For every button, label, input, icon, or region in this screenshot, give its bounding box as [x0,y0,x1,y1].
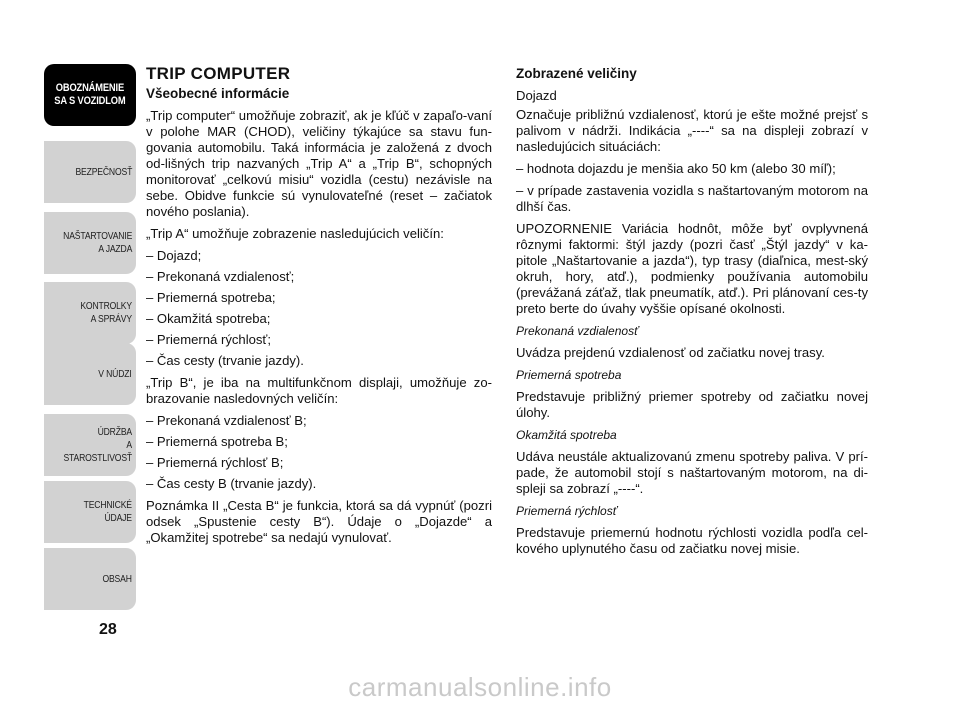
tab-bezpecnost[interactable]: BEZPEČNOSŤ [44,141,136,203]
avg-speed-text: Predstavuje priemernú hodnotu rýchlosti vozidla podľa cel-kového uplynutého času od začiatku novej misie. [516,525,868,556]
list-item: – Priemerná rýchlosť B; [146,455,284,470]
tab-kontrolky[interactable]: KONTROLKY A SPRÁVY [44,282,136,344]
trip-b-list [146,413,492,492]
distance-text: Uvádza prejdenú vzdialenosť od začiatku novej trasy. [516,345,825,360]
list-item: – Okamžitá spotreba; [146,311,271,326]
watermark: carmanualsonline.info [348,672,612,702]
avg-consumption-title: Priemerná spotreba [516,368,622,382]
avg-consumption-text: Predstavuje približný priemer spotreby od začiatku novej úlohy. [516,389,868,420]
dojazd-title: Dojazd [516,88,557,103]
tab-oboznamenie[interactable]: OBOZNÁMENIE SA S VOZIDLOM [44,64,136,126]
instant-consumption-title: Okamžitá spotreba [516,428,617,442]
note-paragraph: Poznámka II „Cesta B“ je funkcia, ktorá sa dá vypnúť (pozri odsek „Spustenie cesty B“). Údaje o „Dojazde“ a „Okamžitej spotrebe“ sa nedajú vynulovať. [146,498,492,545]
tab-udrzba[interactable]: ÚDRŽBA A STAROSTLIVOSŤ [44,414,136,476]
list-item: – Dojazd; [146,248,202,263]
section-title: TRIP COMPUTER [146,64,291,83]
intro-paragraph: „Trip computer“ umožňuje zobraziť, ak je kľúč v zapaľo-vaní v polohe MAR (CHOD), veličiny týkajúce sa stavu fun-govania automobilu. Taká informácia je založená z dvoch od-lišných trip nazvaných „Trip A“ a „Trip B“, schopných monitorovať „celkovú misiu“ vozidla (cestu) nezávisle na sebe. Obidve funkcie sú vynulovateľné (reset – začiatok nového poslania). [146,108,492,219]
dojazd-paragraph: Označuje približnú vzdialenosť, ktorú je ešte možné prejsť s palivom v nádrži. Indikácia „----“ sa na displeji zobrazí v nasledujúcich situáciách: [516,107,868,154]
trip-a-list [146,248,492,369]
tab-nastartovanie[interactable]: NAŠTARTOVANIE A JAZDA [44,212,136,274]
avg-speed-title: Priemerná rýchlosť [516,504,617,518]
displayed-values-heading: Zobrazené veličiny [516,66,637,81]
right-column [516,66,868,563]
list-item: – Prekonaná vzdialenosť B; [146,413,307,428]
left-column [146,66,492,552]
tab-obsah[interactable]: OBSAH [44,548,136,610]
list-item: – Priemerná spotreba B; [146,434,288,449]
trip-b-intro: „Trip B“, je iba na multifunkčnom displaji, umožňuje zo-brazovanie nasledovných veličín: [146,375,492,406]
list-item: – Čas cesty (trvanie jazdy). [146,353,304,368]
dojazd-item-1: – hodnota dojazdu je menšia ako 50 km (alebo 30 míľ); [516,161,836,176]
distance-title: Prekonaná vzdialenosť [516,324,639,338]
section-subtitle: Všeobecné informácie [146,86,290,101]
tab-v-nudzi[interactable]: V NÚDZI [44,343,136,405]
list-item: – Priemerná rýchlosť; [146,332,271,347]
dojazd-item-2: – v prípade zastavenia vozidla s naštartovaným motorom na dlhší čas. [516,183,868,214]
tab-technicke-udaje[interactable]: TECHNICKÉ ÚDAJE [44,481,136,543]
trip-a-intro: „Trip A“ umožňuje zobrazenie nasledujúcich veličín: [146,226,444,241]
list-item: – Prekonaná vzdialenosť; [146,269,295,284]
instant-consumption-text: Udáva neustále aktualizovanú zmenu spotreby paliva. V prí-pade, že automobil stojí s naštartovaným motorom, na di-spleji sa zobrazí „----“. [516,449,868,496]
list-item: – Čas cesty B (trvanie jazdy). [146,476,317,491]
page-number: 28 [99,621,117,638]
warning-paragraph: UPOZORNENIE Variácia hodnôt, môže byť ovplyvnená rôznymi faktormi: štýl jazdy (pozri časť „Štýl jazdy“ v ka-pitole „Naštartovanie a jazda“), typ trasy (diaľnica, mest-ský okruh, hory, atď.), podmienky používania automobilu (prevážaná záťaž, tlak pneumatík, atď.). Pri plánovaní ces-ty preto berte do úvahy vyššie opísané okolnosti. [516,221,868,316]
list-item: – Priemerná spotreba; [146,290,276,305]
